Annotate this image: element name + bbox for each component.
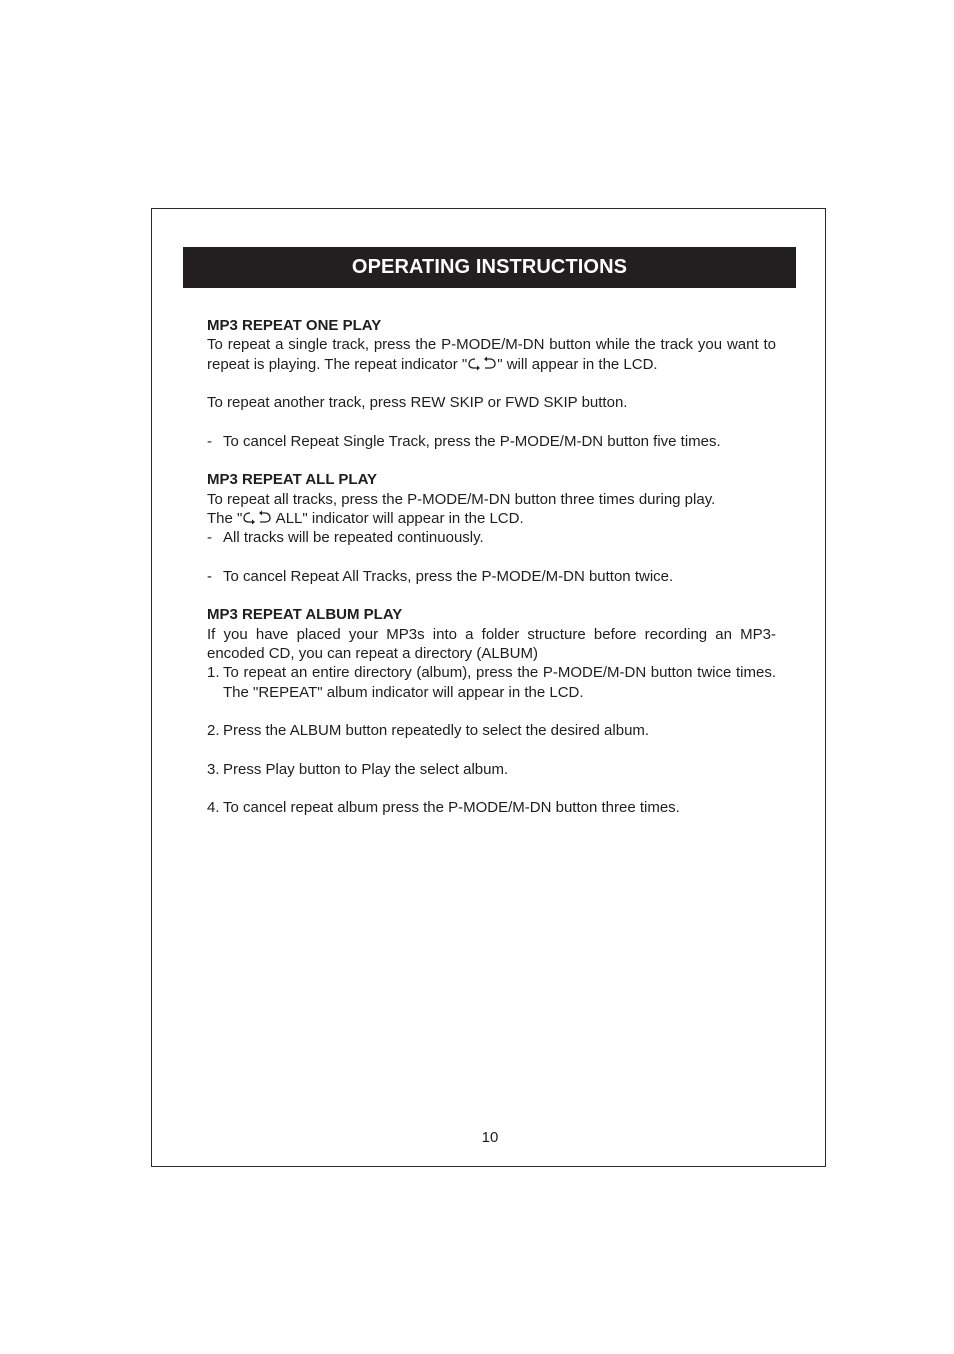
list-item xyxy=(207,663,776,702)
paragraph-repeat-all-line1: To repeat all tracks, press the P-MODE/M-DN button three times during play. xyxy=(207,490,716,508)
paragraph-repeat-all-line2 xyxy=(207,509,776,528)
step-number: 1. xyxy=(207,664,220,682)
section-heading-repeat-album: MP3 REPEAT ALBUM PLAY xyxy=(207,606,403,624)
paragraph-text: ALL" indicator will appear in the LCD. xyxy=(272,509,524,527)
bullet-dash: - xyxy=(207,567,212,585)
bullet-dash: - xyxy=(207,432,212,450)
paragraph-repeat-one xyxy=(207,335,776,374)
step-number: 2. xyxy=(207,722,220,740)
list-item-text: All tracks will be repeated continuously. xyxy=(223,529,484,547)
paragraph-text: " will appear in the LCD. xyxy=(497,355,658,373)
paragraph-text: The " xyxy=(207,509,243,527)
list-item-text: To cancel repeat album press the P-MODE/M-DN button three times. xyxy=(223,799,680,817)
list-item xyxy=(207,721,776,740)
step-number: 4. xyxy=(207,799,220,817)
paragraph-repeat-album: If you have placed your MP3s into a folder structure before recording an MP3-encoded CD, you can repeat a directory (ALBUM) xyxy=(207,625,776,663)
bullet-dash: - xyxy=(207,529,212,547)
paragraph-text: To repeat a single track, press the P-MODE/M-DN button while the track you want to repeat is playing. The repeat indicator " xyxy=(207,336,776,373)
list-item xyxy=(207,432,776,451)
repeat-icon xyxy=(467,356,497,372)
list-item xyxy=(207,528,776,547)
instructions-body xyxy=(207,316,776,818)
list-item xyxy=(207,760,776,779)
paragraph-repeat-another: To repeat another track, press REW SKIP or FWD SKIP button. xyxy=(207,394,628,412)
step-number: 3. xyxy=(207,760,220,778)
list-item xyxy=(207,798,776,817)
list-item xyxy=(207,567,776,586)
list-item-text: Press Play button to Play the select album. xyxy=(223,760,509,778)
list-item-text: To cancel Repeat All Tracks, press the P-MODE/M-DN button twice. xyxy=(223,567,674,585)
list-item-text: To repeat an entire directory (album), press the P-MODE/M-DN button twice times. The "REPEAT" album indicator will appear in the LCD. xyxy=(223,664,776,701)
section-heading-repeat-all: MP3 REPEAT ALL PLAY xyxy=(207,471,378,489)
section-heading-repeat-one: MP3 REPEAT ONE PLAY xyxy=(207,317,382,334)
page-title: OPERATING INSTRUCTIONS xyxy=(183,247,796,288)
repeat-icon xyxy=(242,510,272,526)
page-number: 10 xyxy=(481,1129,499,1146)
list-item-text: Press the ALBUM button repeatedly to select the desired album. xyxy=(223,722,650,740)
list-item-text: To cancel Repeat Single Track, press the P-MODE/M-DN button five times. xyxy=(223,432,721,450)
